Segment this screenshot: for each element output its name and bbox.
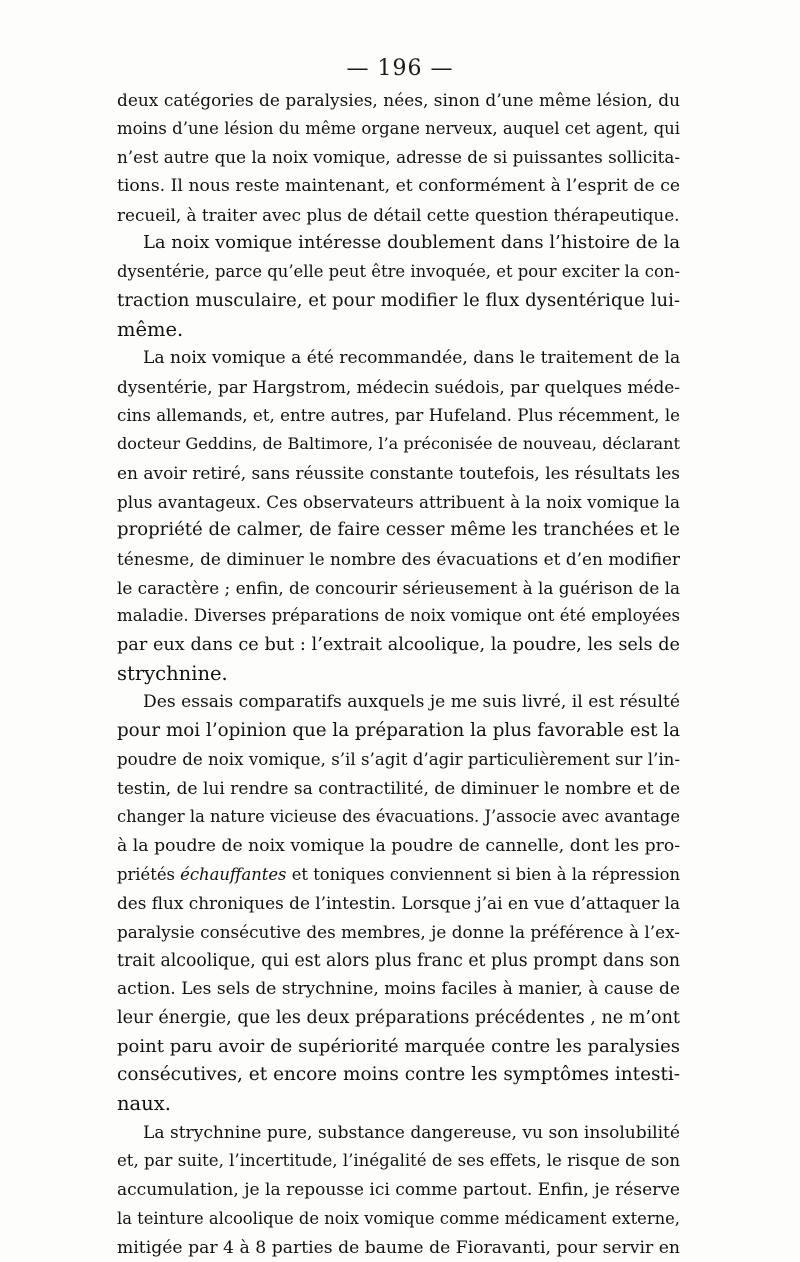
text-line: cins allemands, et, entre autres, par Hufeland. Plus récemment, le [117,405,680,425]
text-line: tions. Il nous reste maintenant, et conformément à l’esprit de ce [117,176,680,197]
text-line: pour moi l’opinion que la préparation la plus favorable est la [117,720,680,742]
text-line: paralysie consécutive des membres, je donne la préférence à l’ex- [117,921,680,942]
text-line: en avoir retiré, sans réussite constante toutefois, les résultats les [117,462,680,483]
text-line: ténesme, de diminuer le nombre des évacuations et d’en modifier [117,549,680,569]
text-line: leur énergie, que les deux préparations précédentes , ne m’ont [117,1008,680,1028]
text-line: testin, de lui rendre sa contractilité, de diminuer le nombre et de [117,778,680,799]
text-line: point paru avoir de supériorité marquée contre les paralysies [117,1035,680,1057]
text-line: recueil, à traiter avec plus de détail cette question thérapeutique. [117,204,680,225]
text-line: plus avantageux. Ces observateurs attribuent à la noix vomique la [117,491,680,512]
text-line: propriété de calmer, de faire cesser même les tranchées et le [117,519,680,541]
text-line: à la poudre de noix vomique la poudre de cannelle, dont les pro- [117,835,680,856]
text-line: La noix vomique intéresse doublement dans l’histoire de la [143,232,681,254]
emphasized-word: échauffantes [180,864,287,884]
text-line: trait alcoolique, qui est alors plus franc et plus prompt dans son [117,950,680,971]
text-line: Des essais comparatifs auxquels je me suis livré, il est résulté [143,692,680,713]
text-line: consécutives, et encore moins contre les symptômes intesti- [117,1064,680,1086]
text-line: même. [117,317,184,341]
text-line: poudre de noix vomique, s’il s’agit d’agir particulièrement sur l’in- [117,749,680,769]
text-line: naux. [117,1092,171,1116]
text-line: strychnine. [117,661,228,685]
text-line: dysentérie, parce qu’elle peut être invoquée, et pour exciter la con- [117,262,680,282]
page-number: — 196 — [346,56,454,81]
text-line: priétés échauffantes et toniques conviennent si bien à la répression [117,864,680,884]
text-line: moins d’une lésion du même organe nerveux, auquel cet agent, qui [117,118,680,138]
text-line: mitigée par 4 à 8 parties de baume de Fioravanti, pour servir en [117,1237,680,1258]
text-line: et, par suite, l’incertitude, l’inégalité de ses effets, le risque de son [117,1151,680,1171]
text-line: le caractère ; enfin, de concourir sérieusement à la guérison de la [117,577,680,598]
text-line: dysentérie, par Hargstrom, médecin suédois, par quelques méde- [117,376,680,397]
text-line: docteur Geddins, de Baltimore, l’a préconisée de nouveau, déclarant [117,434,680,454]
text-line: La strychnine pure, substance dangereuse, vu son insolubilité [143,1122,680,1143]
text-line: action. Les sels de strychnine, moins faciles à manier, à cause de [117,979,680,1000]
text-line: des flux chroniques de l’intestin. Lorsque j’ai en vue d’attaquer la [117,893,681,914]
text-line: deux catégories de paralysies, nées, sinon d’une même lésion, du [117,90,680,110]
text-line: La noix vomique a été recommandée, dans le traitement de la [143,348,681,369]
text-line: accumulation, je la repousse ici comme partout. Enfin, je réserve [117,1180,680,1201]
text-line: maladie. Diverses préparations de noix vomique ont été employées [117,606,680,626]
body-text [117,86,680,1262]
text-line: n’est autre que la noix vomique, adresse de si puissantes sollicita- [117,147,680,168]
text-line: la teinture alcoolique de noix vomique comme médicament externe, [117,1208,680,1228]
text-line: par eux dans ce but : l’extrait alcoolique, la poudre, les sels de [117,635,680,656]
text-line: traction musculaire, et pour modifier le flux dysentérique lui- [117,289,680,311]
text-line: changer la nature vicieuse des évacuations. J’associe avec avantage [117,807,680,827]
